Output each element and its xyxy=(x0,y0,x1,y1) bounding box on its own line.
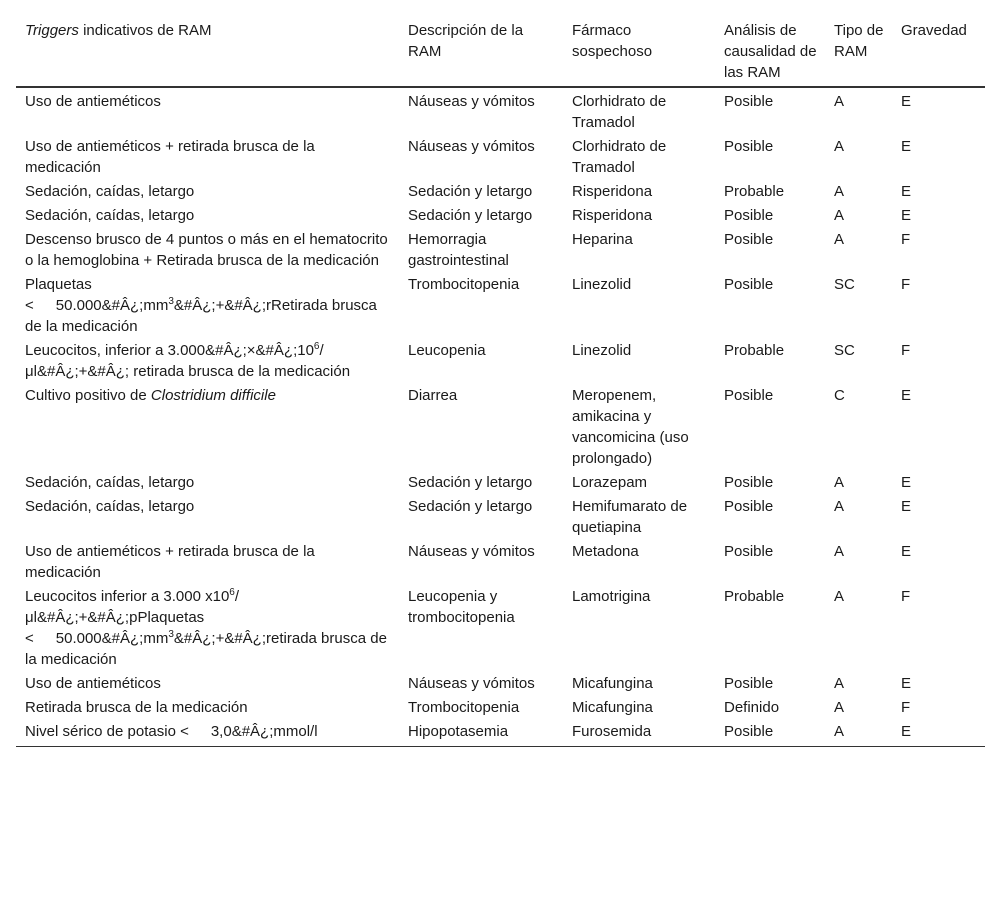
header-row xyxy=(16,16,985,87)
cell-causality: Posible xyxy=(724,207,774,224)
table-row xyxy=(16,670,985,694)
cell-drug: Linezolid xyxy=(572,276,632,293)
cell-trigger: Descenso brusco de 4 puntos o más en el hematocrito o la hemoglobina + Retirada brusca de la medicación xyxy=(25,231,388,269)
cell-causality: Posible xyxy=(724,138,774,155)
header-tipo: Tipo de RAM xyxy=(834,22,884,60)
cell-type: A xyxy=(834,474,845,491)
trigger-part: 50.000&#Â¿;mm xyxy=(55,297,169,314)
cell-drug: Furosemida xyxy=(572,723,652,740)
table-body xyxy=(16,87,985,747)
cell-drug: Linezolid xyxy=(572,342,632,359)
cell-type: A xyxy=(834,207,845,224)
table-row xyxy=(16,87,985,133)
cell-type: A xyxy=(834,231,845,248)
header-gravedad: Gravedad xyxy=(901,22,967,39)
cell-severity: E xyxy=(901,543,912,560)
table-row xyxy=(16,718,985,747)
cell-severity: F xyxy=(901,588,911,605)
cell-type: C xyxy=(834,387,845,404)
cell-description: Diarrea xyxy=(408,387,458,404)
cell-type: A xyxy=(834,93,845,110)
trigger-superscript: 3 xyxy=(168,629,174,640)
cell-severity: F xyxy=(901,699,911,716)
cell-description: Hipopotasemia xyxy=(408,723,509,740)
cell-type: SC xyxy=(834,342,855,359)
header-farmaco: Fármaco sospechoso xyxy=(572,22,653,60)
trigger-part: /μl&#Â¿;+&#Â¿; retirada brusca de la medicación xyxy=(25,342,351,380)
table-row xyxy=(16,133,985,178)
trigger-part: 3,0&#Â¿;mmol/l xyxy=(210,723,318,740)
cell-type: A xyxy=(834,138,845,155)
cell-trigger: Uso de antieméticos xyxy=(25,93,161,110)
cell-drug: Lamotrigina xyxy=(572,588,651,605)
table-row xyxy=(16,493,985,538)
cell-description: Náuseas y vómitos xyxy=(408,93,535,110)
cell-drug: Micafungina xyxy=(572,699,653,716)
cell-type: A xyxy=(834,498,845,515)
trigger-part: < xyxy=(25,630,34,647)
cell-causality: Posible xyxy=(724,675,774,692)
trigger-organism: Clostridium difficile xyxy=(150,387,276,404)
cell-causality: Posible xyxy=(724,723,774,740)
table-row xyxy=(16,583,985,670)
cell-description: Sedación y letargo xyxy=(408,207,533,224)
cell-description: Náuseas y vómitos xyxy=(408,675,535,692)
trigger-part: Plaquetas xyxy=(25,276,92,293)
cell-type: A xyxy=(834,699,845,716)
cell-severity: E xyxy=(901,183,912,200)
cell-description: Leucopenia y trombocitopenia xyxy=(408,588,515,626)
cell-type: A xyxy=(834,675,845,692)
ram-table-container xyxy=(16,16,985,747)
trigger-superscript: 3 xyxy=(168,296,174,307)
cell-trigger: Uso de antieméticos + retirada brusca de la medicación xyxy=(25,543,315,581)
trigger-superscript: 6 xyxy=(313,341,320,352)
table-row xyxy=(16,538,985,583)
cell-drug: Clorhidrato de Tramadol xyxy=(572,93,667,131)
cell-drug: Clorhidrato de Tramadol xyxy=(572,138,667,176)
cell-severity: E xyxy=(901,93,912,110)
header-descripcion: Descripción de la RAM xyxy=(408,22,524,60)
cell-severity: F xyxy=(901,276,911,293)
cell-trigger: Uso de antieméticos + retirada brusca de la medicación xyxy=(25,138,315,176)
cell-severity: F xyxy=(901,342,911,359)
cell-description: Leucopenia xyxy=(408,342,486,359)
cell-causality: Posible xyxy=(724,276,774,293)
table-row xyxy=(16,226,985,271)
trigger-part: < xyxy=(25,297,34,314)
cell-drug: Lorazepam xyxy=(572,474,648,491)
table-row xyxy=(16,337,985,382)
cell-description: Hemorragia gastrointestinal xyxy=(408,231,509,269)
cell-trigger: Uso de antieméticos xyxy=(25,675,161,692)
cell-drug: Micafungina xyxy=(572,675,653,692)
cell-drug: Risperidona xyxy=(572,183,653,200)
table-row xyxy=(16,382,985,469)
trigger-part: /μl&#Â¿;+&#Â¿;pPlaquetas xyxy=(25,588,240,626)
header-triggers xyxy=(16,16,399,87)
cell-type: A xyxy=(834,183,845,200)
table-row xyxy=(16,469,985,493)
trigger-part: 50.000&#Â¿;mm xyxy=(55,630,169,647)
cell-causality: Posible xyxy=(724,543,774,560)
cell-causality: Posible xyxy=(724,498,774,515)
cell-description: Trombocitopenia xyxy=(408,699,520,716)
trigger-part: Nivel sérico de potasio < xyxy=(25,723,189,740)
cell-trigger xyxy=(16,718,399,747)
cell-type: SC xyxy=(834,276,855,293)
cell-severity: E xyxy=(901,723,912,740)
cell-severity: E xyxy=(901,474,912,491)
cell-trigger: Sedación, caídas, letargo xyxy=(25,474,195,491)
cell-trigger: Sedación, caídas, letargo xyxy=(25,207,195,224)
cell-drug: Risperidona xyxy=(572,207,653,224)
cell-severity: E xyxy=(901,498,912,515)
table-row xyxy=(16,202,985,226)
cell-severity: E xyxy=(901,675,912,692)
header-causalidad: Análisis de causalidad de las RAM xyxy=(724,22,817,81)
cell-trigger xyxy=(16,337,399,382)
header-triggers-italic: Triggers xyxy=(25,22,79,39)
table-row xyxy=(16,694,985,718)
cell-causality: Posible xyxy=(724,387,774,404)
trigger-part: Leucocitos, inferior a 3.000&#Â¿;×&#Â¿;10 xyxy=(25,342,314,359)
cell-description: Náuseas y vómitos xyxy=(408,138,535,155)
cell-severity: E xyxy=(901,138,912,155)
cell-drug: Metadona xyxy=(572,543,639,560)
cell-drug: Meropenem, amikacina y vancomicina (uso prolongado) xyxy=(572,387,689,467)
cell-description: Sedación y letargo xyxy=(408,183,533,200)
cell-type: A xyxy=(834,543,845,560)
cell-description: Sedación y letargo xyxy=(408,474,533,491)
cell-causality: Probable xyxy=(724,588,785,605)
trigger-part: &#Â¿;+&#Â¿;retirada brusca de la medicación xyxy=(25,630,387,668)
table-row xyxy=(16,271,985,337)
trigger-part: &#Â¿;+&#Â¿;rRetirada brusca de la medicación xyxy=(25,297,377,335)
cell-trigger: Sedación, caídas, letargo xyxy=(25,183,195,200)
cell-causality: Definido xyxy=(724,699,780,716)
cell-trigger xyxy=(16,271,399,337)
cell-trigger: Sedación, caídas, letargo xyxy=(25,498,195,515)
cell-description: Náuseas y vómitos xyxy=(408,543,535,560)
trigger-superscript: 6 xyxy=(229,587,235,598)
cell-severity: F xyxy=(901,231,911,248)
cell-causality: Posible xyxy=(724,93,774,110)
cell-severity: E xyxy=(901,207,912,224)
cell-type: A xyxy=(834,588,845,605)
trigger-part: Cultivo positivo de xyxy=(25,387,151,404)
cell-description: Sedación y letargo xyxy=(408,498,533,515)
cell-causality: Probable xyxy=(724,342,785,359)
ram-table xyxy=(16,16,985,747)
cell-description: Trombocitopenia xyxy=(408,276,520,293)
header-triggers-rest: indicativos de RAM xyxy=(78,22,212,39)
trigger-part: Leucocitos inferior a 3.000 x10 xyxy=(25,588,230,605)
cell-type: A xyxy=(834,723,845,740)
cell-trigger: Retirada brusca de la medicación xyxy=(25,699,248,716)
table-header xyxy=(16,16,985,87)
cell-drug: Hemifumarato de quetiapina xyxy=(572,498,688,536)
cell-causality: Posible xyxy=(724,231,774,248)
cell-causality: Posible xyxy=(724,474,774,491)
cell-severity: E xyxy=(901,387,912,404)
cell-causality: Probable xyxy=(724,183,785,200)
cell-trigger xyxy=(16,382,399,469)
cell-drug: Heparina xyxy=(572,231,633,248)
table-row xyxy=(16,178,985,202)
cell-trigger xyxy=(16,583,399,670)
